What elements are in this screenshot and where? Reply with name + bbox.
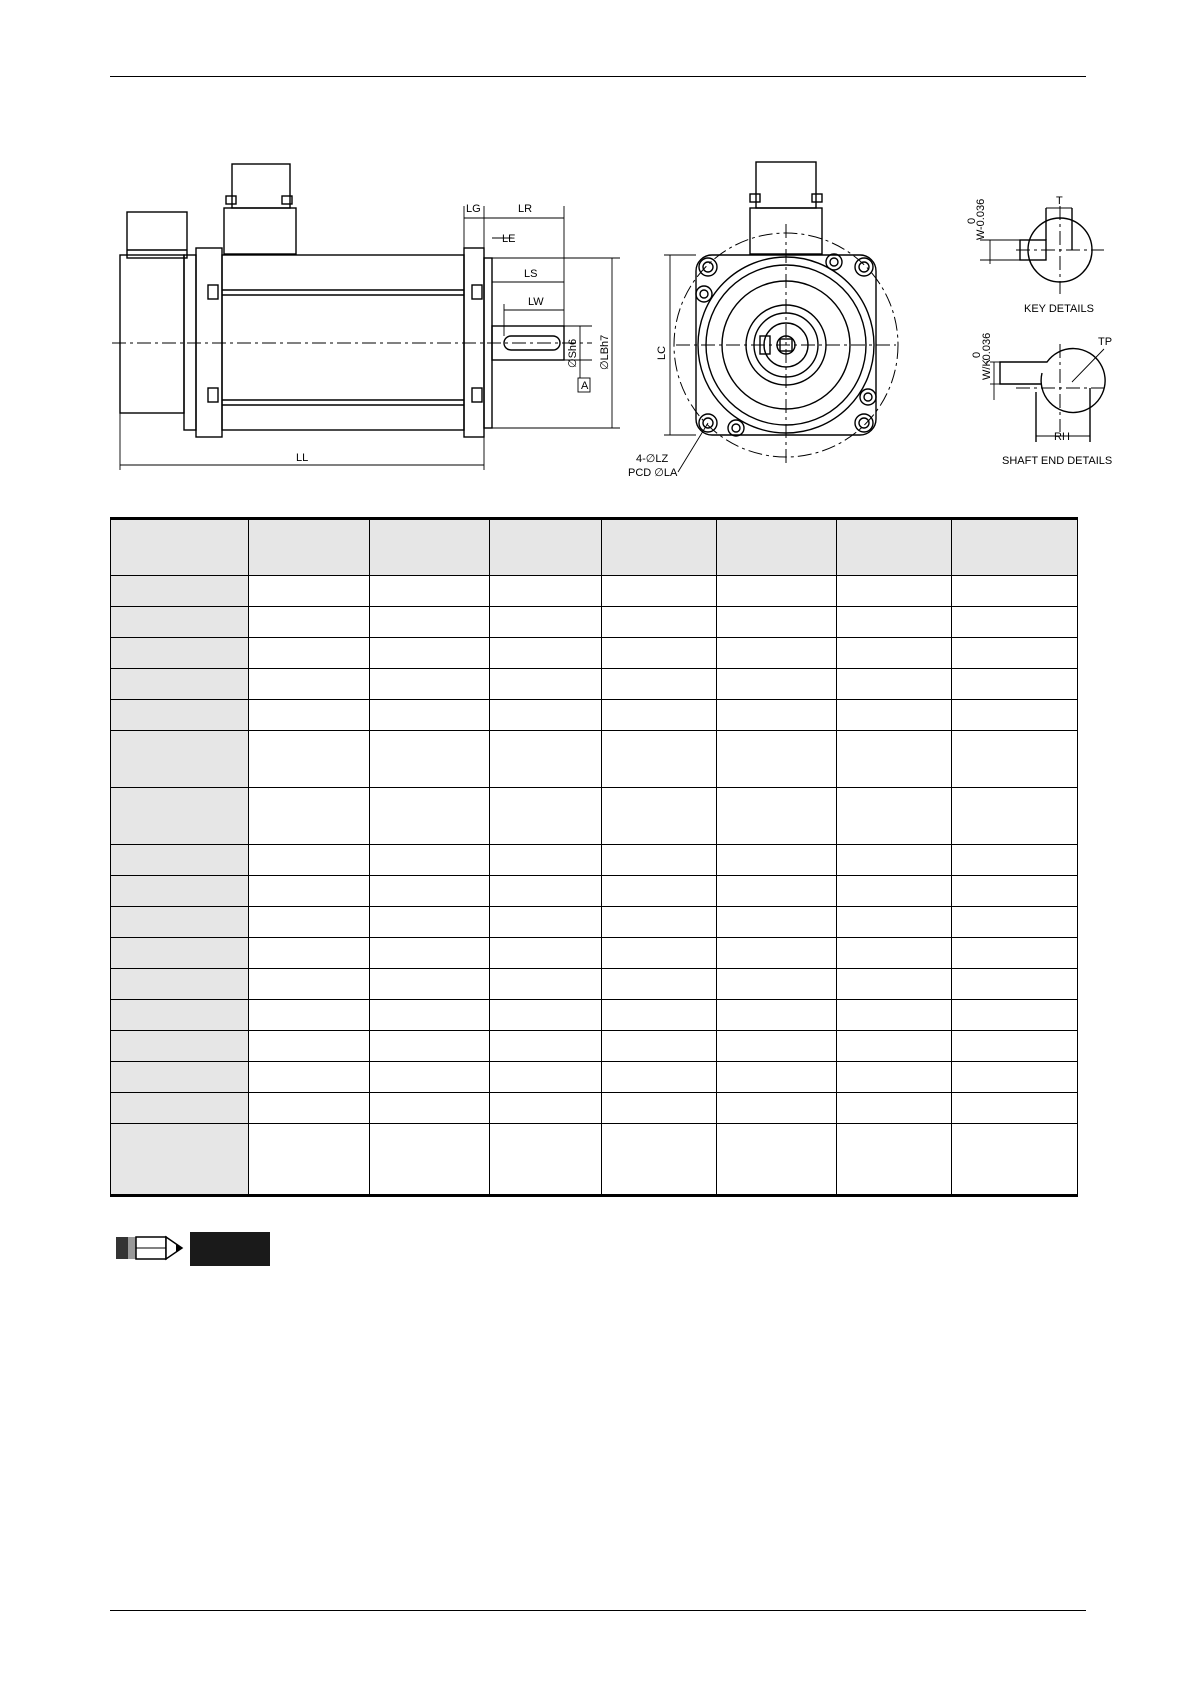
table-cell [952,731,1078,788]
table-cell [952,1062,1078,1093]
table-row [111,969,1078,1000]
table-cell [952,1093,1078,1124]
table-cell [717,519,837,576]
table-cell [952,700,1078,731]
table-cell [717,876,837,907]
table-cell [490,638,602,669]
table-cell [602,731,717,788]
table-cell [369,519,490,576]
table-cell [490,576,602,607]
shaft-wk-tol-upper: 0 [971,351,983,358]
table-cell [490,519,602,576]
table-cell [602,1124,717,1196]
table-cell [952,1124,1078,1196]
table-cell [717,1124,837,1196]
table-cell [952,1000,1078,1031]
table-cell [602,969,717,1000]
table-cell [717,576,837,607]
table-cell [717,1000,837,1031]
table-cell [602,845,717,876]
row-label-cell [111,845,249,876]
dim-lw: LW [528,296,544,308]
table-cell [248,607,369,638]
table-cell [490,876,602,907]
shaft-end-details-caption: SHAFT END DETAILS [1002,455,1113,467]
table-cell [369,1124,490,1196]
table-cell [490,788,602,845]
table-cell [602,519,717,576]
table-row [111,938,1078,969]
table-cell [837,969,952,1000]
table-row [111,1093,1078,1124]
table-cell [248,638,369,669]
table-cell [248,907,369,938]
row-label-cell [111,1031,249,1062]
table-cell [952,788,1078,845]
table-cell [490,1124,602,1196]
table-row [111,576,1078,607]
dim-lg: LG [466,203,481,215]
table-cell [717,1031,837,1062]
dim-lc: LC [656,345,668,360]
table-cell [248,1124,369,1196]
key-t: T [1056,195,1063,207]
table-cell [602,907,717,938]
dim-ll: LL [296,452,309,464]
table-cell [248,519,369,576]
dim-le: LE [502,233,516,245]
table-cell [837,1031,952,1062]
table-cell [717,638,837,669]
table-row [111,700,1078,731]
table-cell [837,1062,952,1093]
table-cell [952,938,1078,969]
table-cell [248,700,369,731]
table-row [111,788,1078,845]
table-cell [837,938,952,969]
table-cell [717,607,837,638]
table-cell [952,519,1078,576]
table-cell [952,607,1078,638]
table-cell [248,669,369,700]
dim-sh6: ∅Sh6 [567,338,579,368]
table-cell [490,845,602,876]
row-label-cell [111,700,249,731]
table-cell [837,638,952,669]
shaft-wk: W/K [981,359,993,380]
table-cell [717,845,837,876]
dim-ls: LS [524,268,538,280]
table-cell [369,907,490,938]
table-cell [248,969,369,1000]
table-cell [602,638,717,669]
table-cell [369,669,490,700]
table-cell [717,938,837,969]
table-cell [369,938,490,969]
table-cell [490,969,602,1000]
table-cell [837,519,952,576]
shaft-wk-tol-lower: -0.036 [981,332,993,364]
dim-lz: 4-∅LZ [636,453,669,465]
table-cell [490,731,602,788]
row-label-cell [111,1093,249,1124]
table-cell [490,669,602,700]
table-cell [369,1062,490,1093]
dim-la: PCD ∅LA [628,467,678,479]
row-label-cell [111,907,249,938]
row-label-cell [111,576,249,607]
table-cell [490,700,602,731]
table-cell [602,669,717,700]
table-cell [837,607,952,638]
table-cell [837,1124,952,1196]
table-cell [490,907,602,938]
table-cell [717,1062,837,1093]
pencil-icon [114,1231,186,1265]
table-cell [602,1031,717,1062]
datum-a: A [581,380,589,392]
table-row [111,876,1078,907]
table-cell [602,938,717,969]
table-cell [248,845,369,876]
table-cell [717,907,837,938]
shaft-rh: RH [1054,431,1070,443]
row-label-cell [111,638,249,669]
table-cell [717,669,837,700]
shaft-tp: TP [1098,336,1113,348]
table-cell [952,845,1078,876]
table-cell [248,938,369,969]
table-row [111,607,1078,638]
table-cell [837,669,952,700]
table-cell [837,907,952,938]
table-cell [369,1000,490,1031]
table-cell [369,845,490,876]
table-cell [369,969,490,1000]
table-cell [490,1062,602,1093]
motor-dimension-drawing [0,0,1190,500]
table-cell [602,576,717,607]
table-cell [837,845,952,876]
table-cell [717,700,837,731]
row-label-cell [111,788,249,845]
table-cell [952,576,1078,607]
note-badge [190,1232,270,1266]
table-cell [952,876,1078,907]
table-cell [837,576,952,607]
table-cell [369,1093,490,1124]
table-cell [717,731,837,788]
table-cell [490,1000,602,1031]
table-cell [248,1062,369,1093]
table-cell [369,638,490,669]
table-cell [837,788,952,845]
table-cell [490,938,602,969]
footer-rule [110,1610,1086,1611]
table-cell [602,876,717,907]
table-cell [837,876,952,907]
key-w-tol-upper: 0 [966,217,978,224]
table-header-row [111,519,1078,576]
row-label-cell [111,1124,249,1196]
table-cell [369,700,490,731]
table-cell [248,876,369,907]
table-cell [952,969,1078,1000]
table-cell [369,876,490,907]
table-cell [490,1093,602,1124]
key-w-tol-lower: -0.036 [975,198,987,230]
table-row [111,669,1078,700]
row-label-cell [111,1000,249,1031]
key-details-caption: KEY DETAILS [1024,303,1094,315]
table-cell [248,1000,369,1031]
table-cell [490,1031,602,1062]
table-cell [369,1031,490,1062]
table-cell [248,1031,369,1062]
table-cell [248,1093,369,1124]
table-cell [602,1093,717,1124]
table-cell [602,1062,717,1093]
row-label-cell [111,1062,249,1093]
table-cell [717,969,837,1000]
table-cell [717,788,837,845]
table-cell [602,1000,717,1031]
table-cell [837,1000,952,1031]
table-cell [717,1093,837,1124]
row-label-cell [111,519,249,576]
table-cell [490,607,602,638]
table-cell [952,907,1078,938]
row-label-cell [111,876,249,907]
row-label-cell [111,731,249,788]
dim-lbh7: ∅LBh7 [599,334,611,370]
table-row [111,907,1078,938]
row-label-cell [111,607,249,638]
table-cell [952,1031,1078,1062]
table-cell [248,788,369,845]
table-cell [369,731,490,788]
table-cell [369,607,490,638]
table-row [111,1000,1078,1031]
table-cell [837,1093,952,1124]
table-cell [952,669,1078,700]
table-cell [837,700,952,731]
table-cell [369,576,490,607]
row-label-cell [111,969,249,1000]
table-row [111,638,1078,669]
table-cell [248,731,369,788]
table-cell [248,576,369,607]
table-cell [369,788,490,845]
row-label-cell [111,669,249,700]
table-row [111,1031,1078,1062]
row-label-cell [111,938,249,969]
dim-lr: LR [518,203,533,215]
table-row [111,731,1078,788]
table-row [111,1124,1078,1196]
key-w: W [975,229,987,240]
table-cell [602,788,717,845]
table-cell [952,638,1078,669]
table-cell [837,731,952,788]
dimension-table [110,517,1078,1197]
table-cell [602,607,717,638]
table-cell [602,700,717,731]
table-row [111,1062,1078,1093]
table-row [111,845,1078,876]
